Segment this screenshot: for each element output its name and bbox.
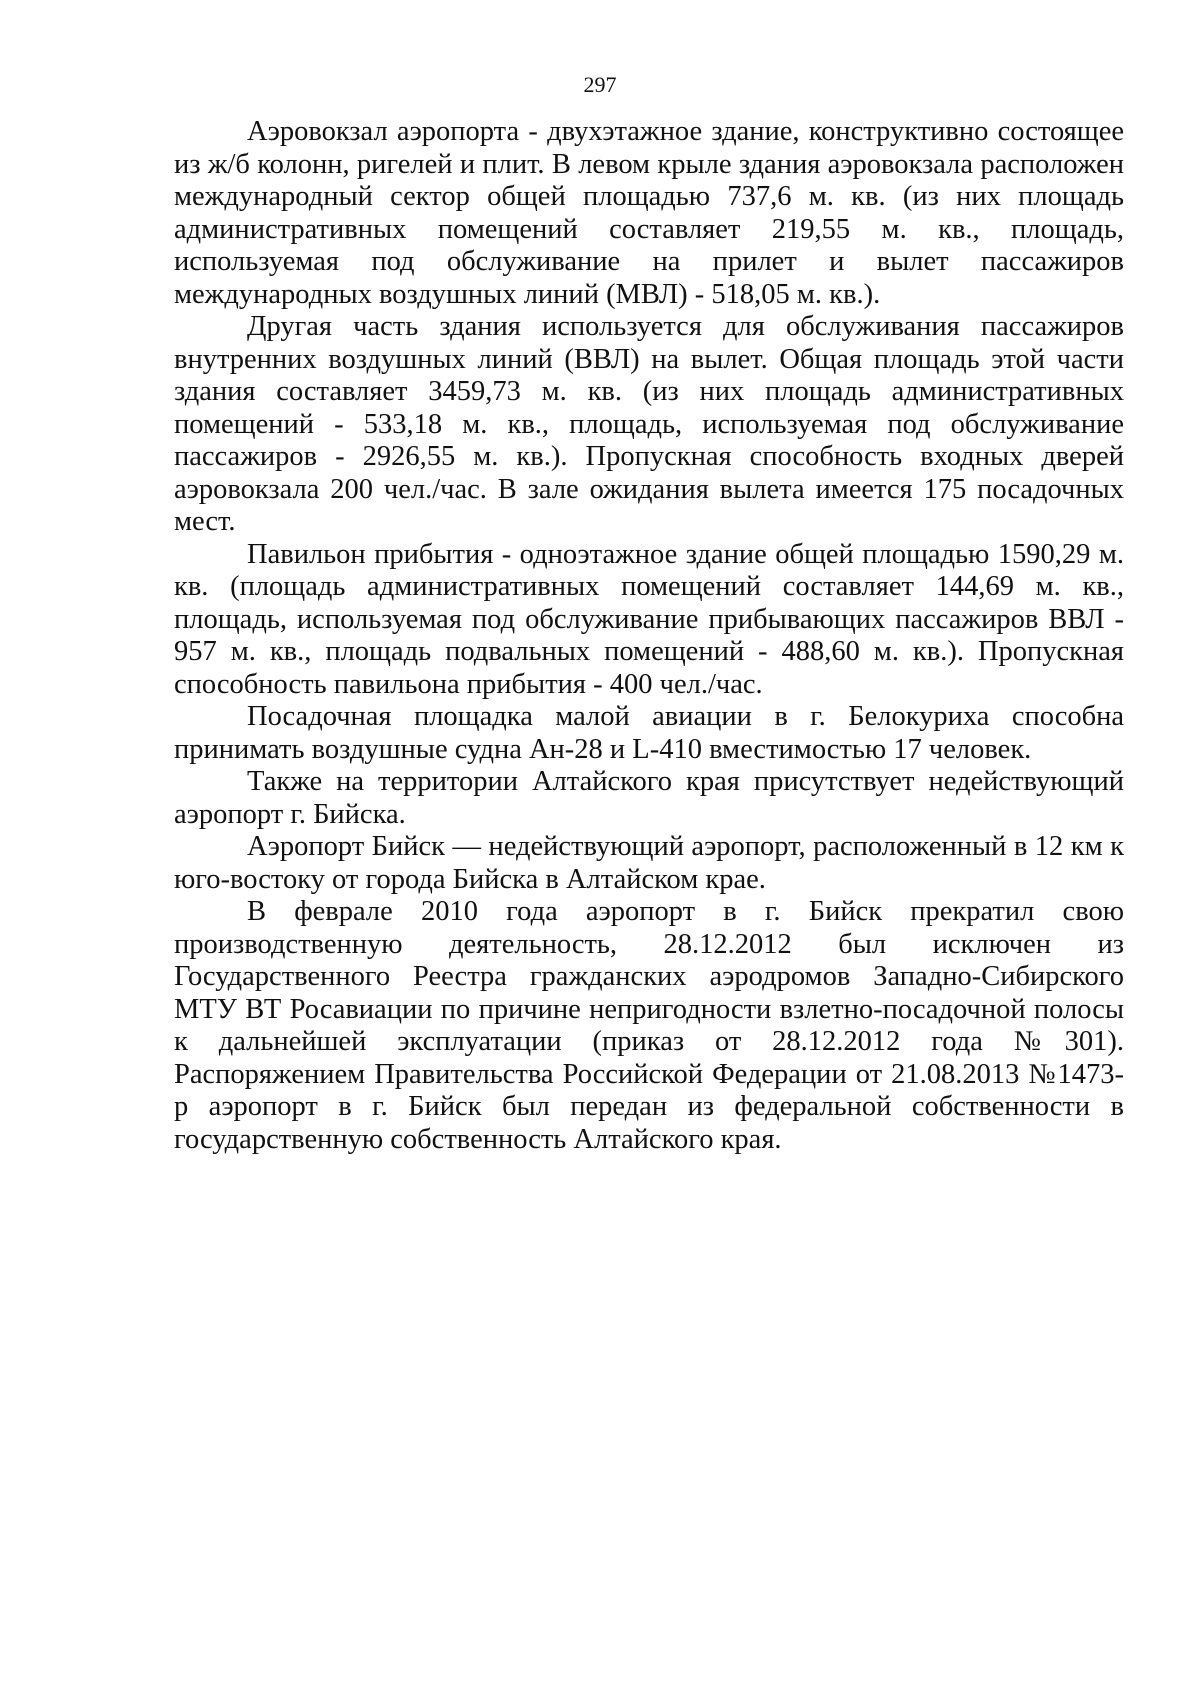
paragraph-air-terminal: Аэровокзал аэропорта - двухэтажное здание, конструктивно состоящее из ж/б колонн, ригелей и плит. В левом крыле здания аэровокзала расположен международный сектор общей площадью 737,6 м. кв. (из них площадь административных помещений составляет 219,55 м. кв., площадь, используемая под обслуживание на прилет и вылет пассажиров международных воздушных линий (МВЛ) - 518,05 м. кв.).	[174, 116, 1124, 310]
paragraph-biysk-inactive-airport: Также на территории Алтайского края присутствует недействующий аэропорт г. Бийска.	[174, 766, 1124, 830]
paragraph-belokurikha-landing-site: Посадочная площадка малой авиации в г. Белокуриха способна принимать воздушные судна Ан-28 и L-410 вместимостью 17 человек.	[174, 701, 1124, 765]
page-number: 297	[583, 72, 617, 97]
paragraph-biysk-airport-location: Аэропорт Бийск — недействующий аэропорт, расположенный в 12 км к юго-востоку от города Бийска в Алтайском крае.	[174, 831, 1124, 895]
paragraph-biysk-airport-history: В феврале 2010 года аэропорт в г. Бийск прекратил свою производственную деятельность, 28.12.2012 был исключен из Государственного Реестра гражданских аэродромов Западно-Сибирского МТУ ВТ Росавиации по причине непригодности взлетно-посадочной полосы к дальнейшей эксплуатации (приказ от 28.12.2012 года №301). Распоряжением Правительства Российской Федерации от 21.08.2013 №1473-р аэропорт в г. Бийск был передан из федеральной собственности в государственную собственность Алтайского края.	[174, 896, 1124, 1155]
paragraph-arrival-pavilion: Павильон прибытия - одноэтажное здание общей площадью 1590,29 м. кв. (площадь административных помещений составляет 144,69 м. кв., площадь, используемая под обслуживание прибывающих пассажиров ВВЛ - 957 м. кв., площадь подвальных помещений - 488,60 м. кв.). Пропускная способность павильона прибытия - 400 чел./час.	[174, 538, 1124, 700]
body-text	[174, 116, 1124, 1156]
paragraph-domestic-section: Другая часть здания используется для обслуживания пассажиров внутренних воздушных линий (ВВЛ) на вылет. Общая площадь этой части здания составляет 3459,73 м. кв. (из них площадь административных помещений - 533,18 м. кв., площадь, используемая под обслуживание пассажиров - 2926,55 м. кв.). Пропускная способность входных дверей аэровокзала 200 чел./час. В зале ожидания вылета имеется 175 посадочных мест.	[174, 311, 1124, 537]
